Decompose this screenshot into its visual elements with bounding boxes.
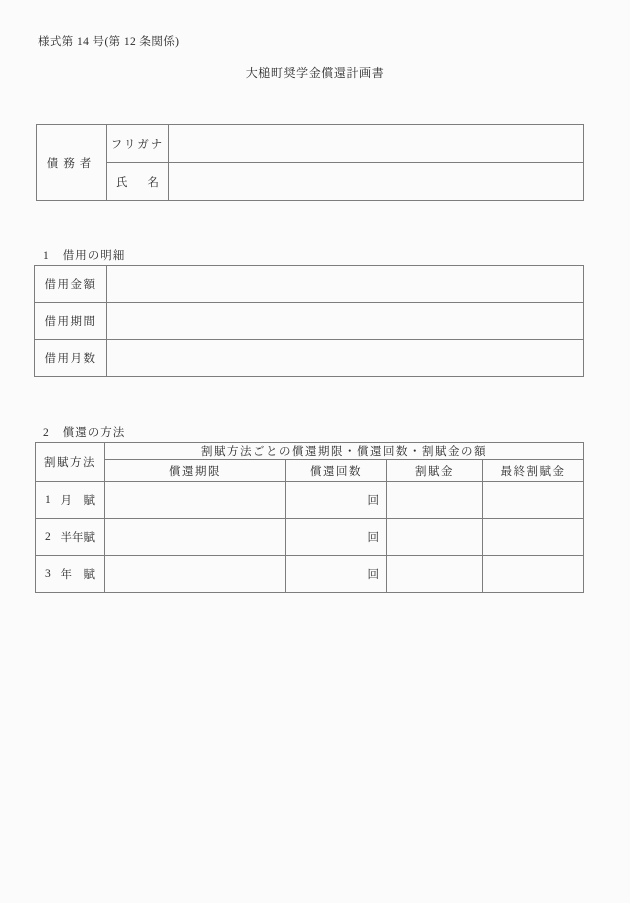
monthly-method-cell [36,482,105,519]
repayment-count-header-cell: 償還回数 [286,460,387,482]
document-title: 大槌町奨学金償還計画書 [245,66,385,80]
semiannual-installment-cell [387,519,483,556]
section1-title-text: 借用の明細 [62,250,126,262]
debtor-header-cell: 債務者 [37,125,107,201]
monthly-installment-cell [387,482,483,519]
name-value-cell [169,163,584,201]
loan-amount-row [35,266,584,303]
loan-months-label-cell: 借用月数 [35,340,107,377]
semiannual-count-cell [286,519,387,556]
final-installment-header-cell: 最終割賦金 [483,460,584,482]
semiannual-period-cell [105,519,286,556]
section1-title [43,247,125,263]
semiannual-method-label: 半年賦 [60,532,95,544]
annual-period-cell [105,556,286,593]
furigana-value-cell [169,125,584,163]
annual-installment-row [36,556,584,593]
section2-title-text: 償還の方法 [62,427,126,439]
annual-method-cell [36,556,105,593]
semiannual-method-cell [36,519,105,556]
semiannual-method-number: 2 [45,531,51,543]
section2-number: 2 [43,427,50,439]
debtor-table [36,124,584,201]
loan-amount-value-cell [107,266,584,303]
repayment-sub-header-row [36,460,584,482]
form-number: 様式第 14 号(第 12 条関係) [38,36,180,48]
loan-period-label-cell: 借用期間 [35,303,107,340]
annual-count-cell [286,556,387,593]
annual-method-number: 3 [45,568,51,580]
monthly-count-cell [286,482,387,519]
loan-months-value-cell [107,340,584,377]
annual-installment-cell [387,556,483,593]
loan-period-row [35,303,584,340]
installment-method-header-cell: 割賦方法 [36,443,105,482]
semiannual-final-cell [483,519,584,556]
group-header-cell: 割賦方法ごとの償還期限・償還回数・割賦金の額 [105,443,584,460]
debtor-name-row [37,163,584,201]
annual-count-unit: 回 [367,569,379,581]
debtor-furigana-row [37,125,584,163]
monthly-method-label: 月 賦 [60,495,95,507]
monthly-period-cell [105,482,286,519]
loan-period-value-cell [107,303,584,340]
repayment-group-header-row [36,443,584,460]
section1-number: 1 [43,250,50,262]
furigana-label-cell: フリガナ [107,125,169,163]
name-label-left: 氏 [116,176,128,189]
monthly-method-number: 1 [45,494,51,506]
loan-amount-label-cell: 借用金額 [35,266,107,303]
repayment-method-table [35,442,584,593]
semiannual-installment-row [36,519,584,556]
name-label-cell [107,163,169,201]
installment-amount-header-cell: 割賦金 [387,460,483,482]
section2-title [43,424,125,440]
semiannual-count-unit: 回 [367,532,379,544]
repayment-period-header-cell: 償還期限 [105,460,286,482]
loan-detail-table [34,265,584,377]
monthly-installment-row [36,482,584,519]
monthly-count-unit: 回 [367,495,379,507]
name-label-right: 名 [147,176,159,189]
monthly-final-cell [483,482,584,519]
loan-months-row [35,340,584,377]
annual-method-label: 年 賦 [60,569,95,581]
annual-final-cell [483,556,584,593]
